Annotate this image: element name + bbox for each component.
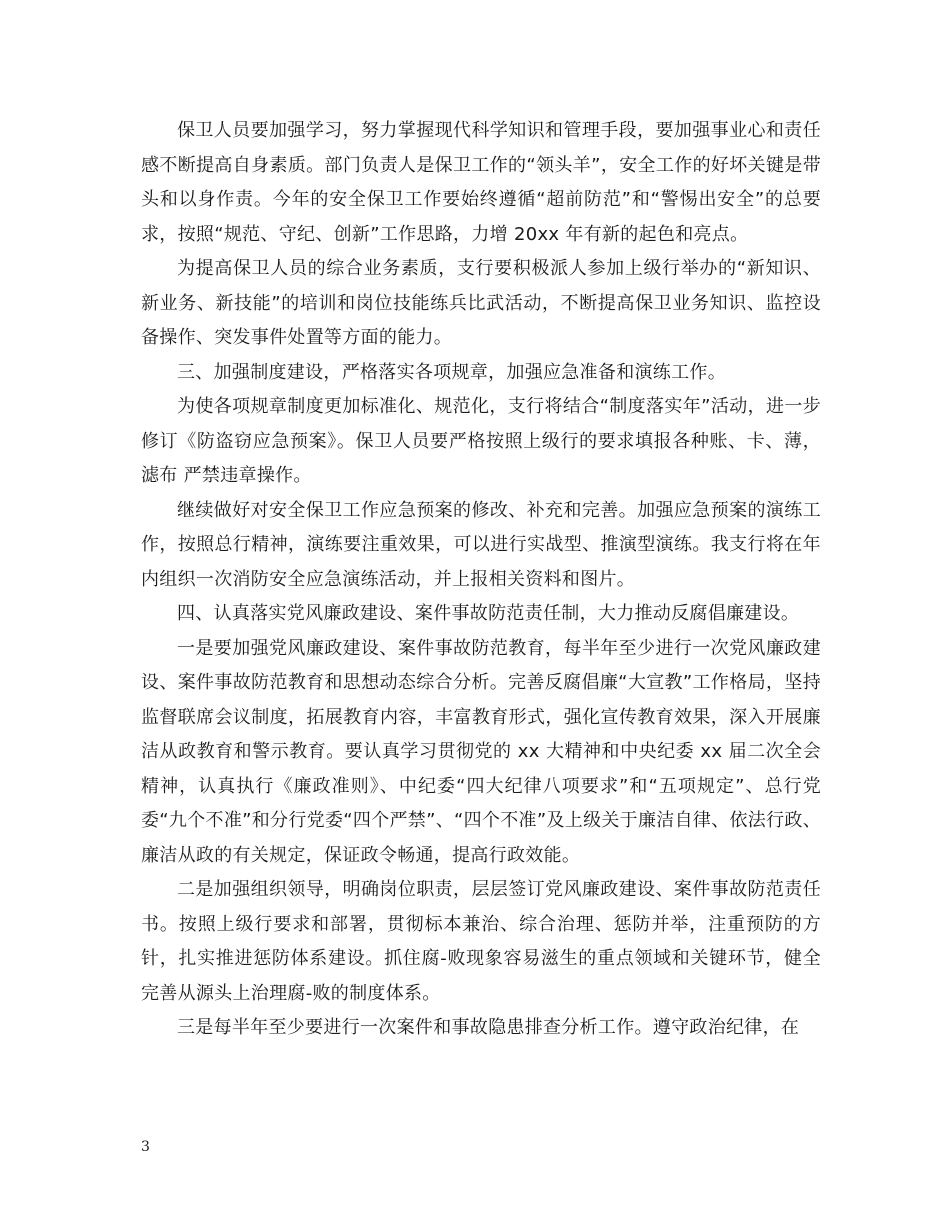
- page-number: 3: [141, 1139, 150, 1155]
- paragraph-risk-inspection: 三是每半年至少要进行一次案件和事故隐患排查分析工作。遵守政治纪律，在: [177, 1017, 800, 1038]
- paragraph-staff-training: 为提高保卫人员的综合业务素质，支行要积极派人参加上级行举办的“新知识、新业务、新技能”的培训和岗位技能练兵比武活动，不断提高保卫业务知识、监控设备操作、突发事件处置等方面的能力。: [141, 258, 821, 348]
- heading-section-three: 三、加强制度建设，严格落实各项规章，加强应急准备和演练工作。: [177, 361, 726, 383]
- paragraph-rules-standardization: 为使各项规章制度更加标准化、规范化，支行将结合“制度落实年”活动，进一步修订《防盗窃应急预案》。保卫人员要严格按照上级行的要求填报各种账、卡、薄，滤布 严禁违章操作。: [141, 396, 821, 486]
- document-body: [141, 114, 821, 1046]
- heading-section-four: 四、认真落实党风廉政建设、案件事故防范责任制，大力推动反腐倡廉建设。: [177, 603, 800, 624]
- paragraph-organization-leadership: 二是加强组织领导，明确岗位职责，层层签订党风廉政建设、案件事故防范责任书。按照上级行要求和部署，贯彻标本兼治、综合治理、惩防并举，注重预防的方针，扎实推进惩防体系建设。抓住腐-败现象容易滋生的重点领域和关键环节，健全完善从源头上治理腐-败的制度体系。: [141, 879, 821, 1004]
- paragraph-security-staff-study: 保卫人员要加强学习，努力掌握现代科学知识和管理手段，要加强事业心和责任感不断提高自身素质。部门负责人是保卫工作的“领头羊”，安全工作的好坏关键是带头和以身作责。今年的安全保卫工作要始终遵循“超前防范”和“警惕出安全”的总要求，按照“规范、守纪、创新”工作思路，力增 20xx 年有新的起色和亮点。: [141, 120, 821, 245]
- paragraph-emergency-drill: 继续做好对安全保卫工作应急预案的修改、补充和完善。加强应急预案的演练工作，按照总行精神，演练要注重效果，可以进行实战型、推演型演练。我支行将在年内组织一次消防安全应急演练活动，并上报相关资料和图片。: [141, 499, 821, 590]
- paragraph-integrity-education: 一是要加强党风廉政建设、案件事故防范教育，每半年至少进行一次党风廉政建设、案件事故防范教育和思想动态综合分析。完善反腐倡廉“大宣教”工作格局，坚持监督联席会议制度，拓展教育内容，丰富教育形式，强化宣传教育效果，深入开展廉洁从政教育和警示教育。要认真学习贯彻党的 xx 大精神和中央纪委 xx 届二次全会精神，认真执行《廉政准则》、中纪委“四大纪律八项要求”和“五项规定”、总行党委“九个不准”和分行党委“四个严禁”、“四个不准”及上级关于廉洁自律、依法行政、廉洁从政的有关规定，保证政令畅通，提高行政效能。: [141, 637, 821, 866]
